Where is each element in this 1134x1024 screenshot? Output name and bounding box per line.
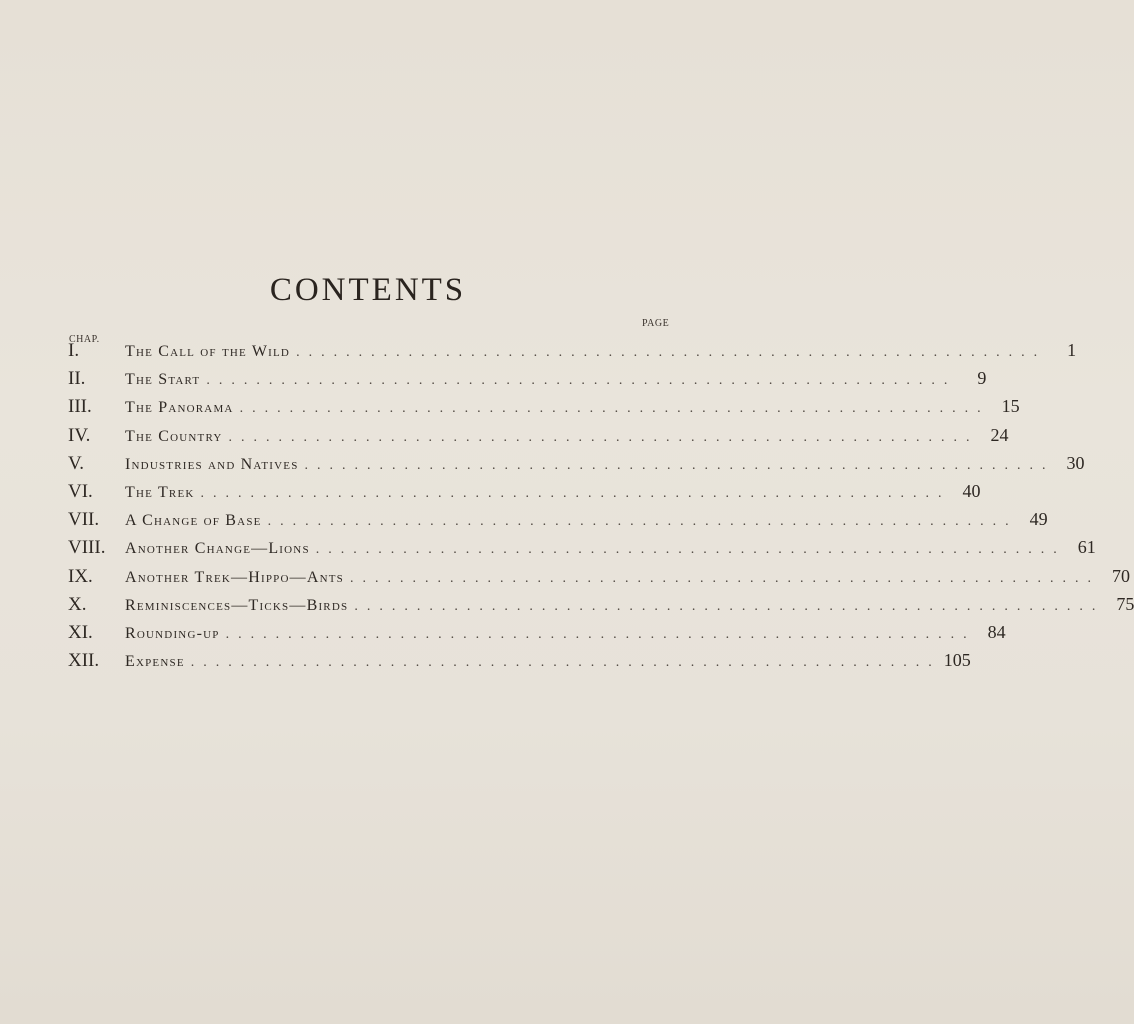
chapter-number: III. xyxy=(68,396,92,418)
page-number: 30 xyxy=(1066,452,1085,473)
chapter-number: IX. xyxy=(68,565,93,587)
dot-leader: ............................................................ xyxy=(315,542,1066,558)
chapter-title: Another Change—Lions xyxy=(125,540,310,558)
dot-leader: ............................................................ xyxy=(190,655,941,671)
toc-entry xyxy=(68,480,981,509)
chapter-title: A Change of Base xyxy=(125,512,262,530)
chapter-number: IV. xyxy=(68,424,91,446)
page-number: 70 xyxy=(1111,565,1130,586)
toc-entry xyxy=(68,537,1096,565)
chapter-number: XI. xyxy=(68,621,93,643)
dot-leader: ............................................................ xyxy=(225,626,976,642)
page-number: 105 xyxy=(943,650,971,671)
dot-leader: ............................................................ xyxy=(304,457,1055,473)
dot-leader: ............................................................ xyxy=(354,598,1105,614)
chapter-title: Reminiscences—Ticks—Birds xyxy=(125,596,349,614)
chapter-number: X. xyxy=(68,593,87,615)
table-of-contents xyxy=(68,340,1134,678)
chapter-title: Expense xyxy=(125,653,185,671)
page-number: 75 xyxy=(1116,593,1134,614)
toc-entry xyxy=(68,509,1048,537)
chapter-title: The Start xyxy=(125,371,201,389)
chapter-title: The Panorama xyxy=(125,399,234,417)
dot-leader: ............................................................ xyxy=(228,429,979,445)
chapter-column-label: CHAP. xyxy=(69,334,100,345)
contents-heading: CONTENTS xyxy=(269,272,467,308)
page-column-label: PAGE xyxy=(642,318,670,329)
chapter-title: Industries and Natives xyxy=(125,455,299,473)
chapter-title: Another Trek—Hippo—Ants xyxy=(125,568,344,586)
page-number: 49 xyxy=(1029,509,1048,530)
toc-entry xyxy=(68,396,1020,424)
page-number: 9 xyxy=(977,368,987,389)
chapter-number: VI. xyxy=(68,480,93,502)
chapter-number: XII. xyxy=(68,650,100,672)
page-number: 15 xyxy=(1001,396,1020,417)
toc-entry xyxy=(68,650,971,678)
toc-entry xyxy=(68,452,1085,481)
toc-entry xyxy=(68,621,1006,650)
page-number: 1 xyxy=(1067,340,1077,360)
page-number: 24 xyxy=(990,424,1009,445)
chapter-number: VII. xyxy=(68,509,100,531)
chapter-title: Rounding-up xyxy=(125,624,220,642)
chapter-number: II. xyxy=(68,368,86,390)
toc-entry xyxy=(68,340,1077,368)
chapter-title: The Call of the Wild xyxy=(125,343,291,360)
dot-leader: ............................................................ xyxy=(296,345,1047,360)
dot-leader: ............................................................ xyxy=(239,401,990,417)
page-number: 84 xyxy=(987,621,1006,642)
chapter-title: The Trek xyxy=(125,483,195,501)
page-number: 40 xyxy=(962,480,981,501)
dot-leader: ............................................................ xyxy=(200,485,951,501)
page-number: 61 xyxy=(1077,537,1096,558)
toc-entry xyxy=(68,424,1009,453)
dot-leader: ............................................................ xyxy=(349,570,1100,586)
dot-leader: ............................................................ xyxy=(206,373,957,389)
chapter-number: VIII. xyxy=(68,537,106,559)
toc-entry xyxy=(68,593,1134,622)
chapter-number: I. xyxy=(68,340,80,361)
chapter-title: The Country xyxy=(125,427,223,445)
chapter-number: V. xyxy=(68,452,85,474)
dot-leader: ............................................................ xyxy=(267,514,1018,530)
toc-entry xyxy=(68,565,1130,594)
toc-entry xyxy=(68,368,987,396)
